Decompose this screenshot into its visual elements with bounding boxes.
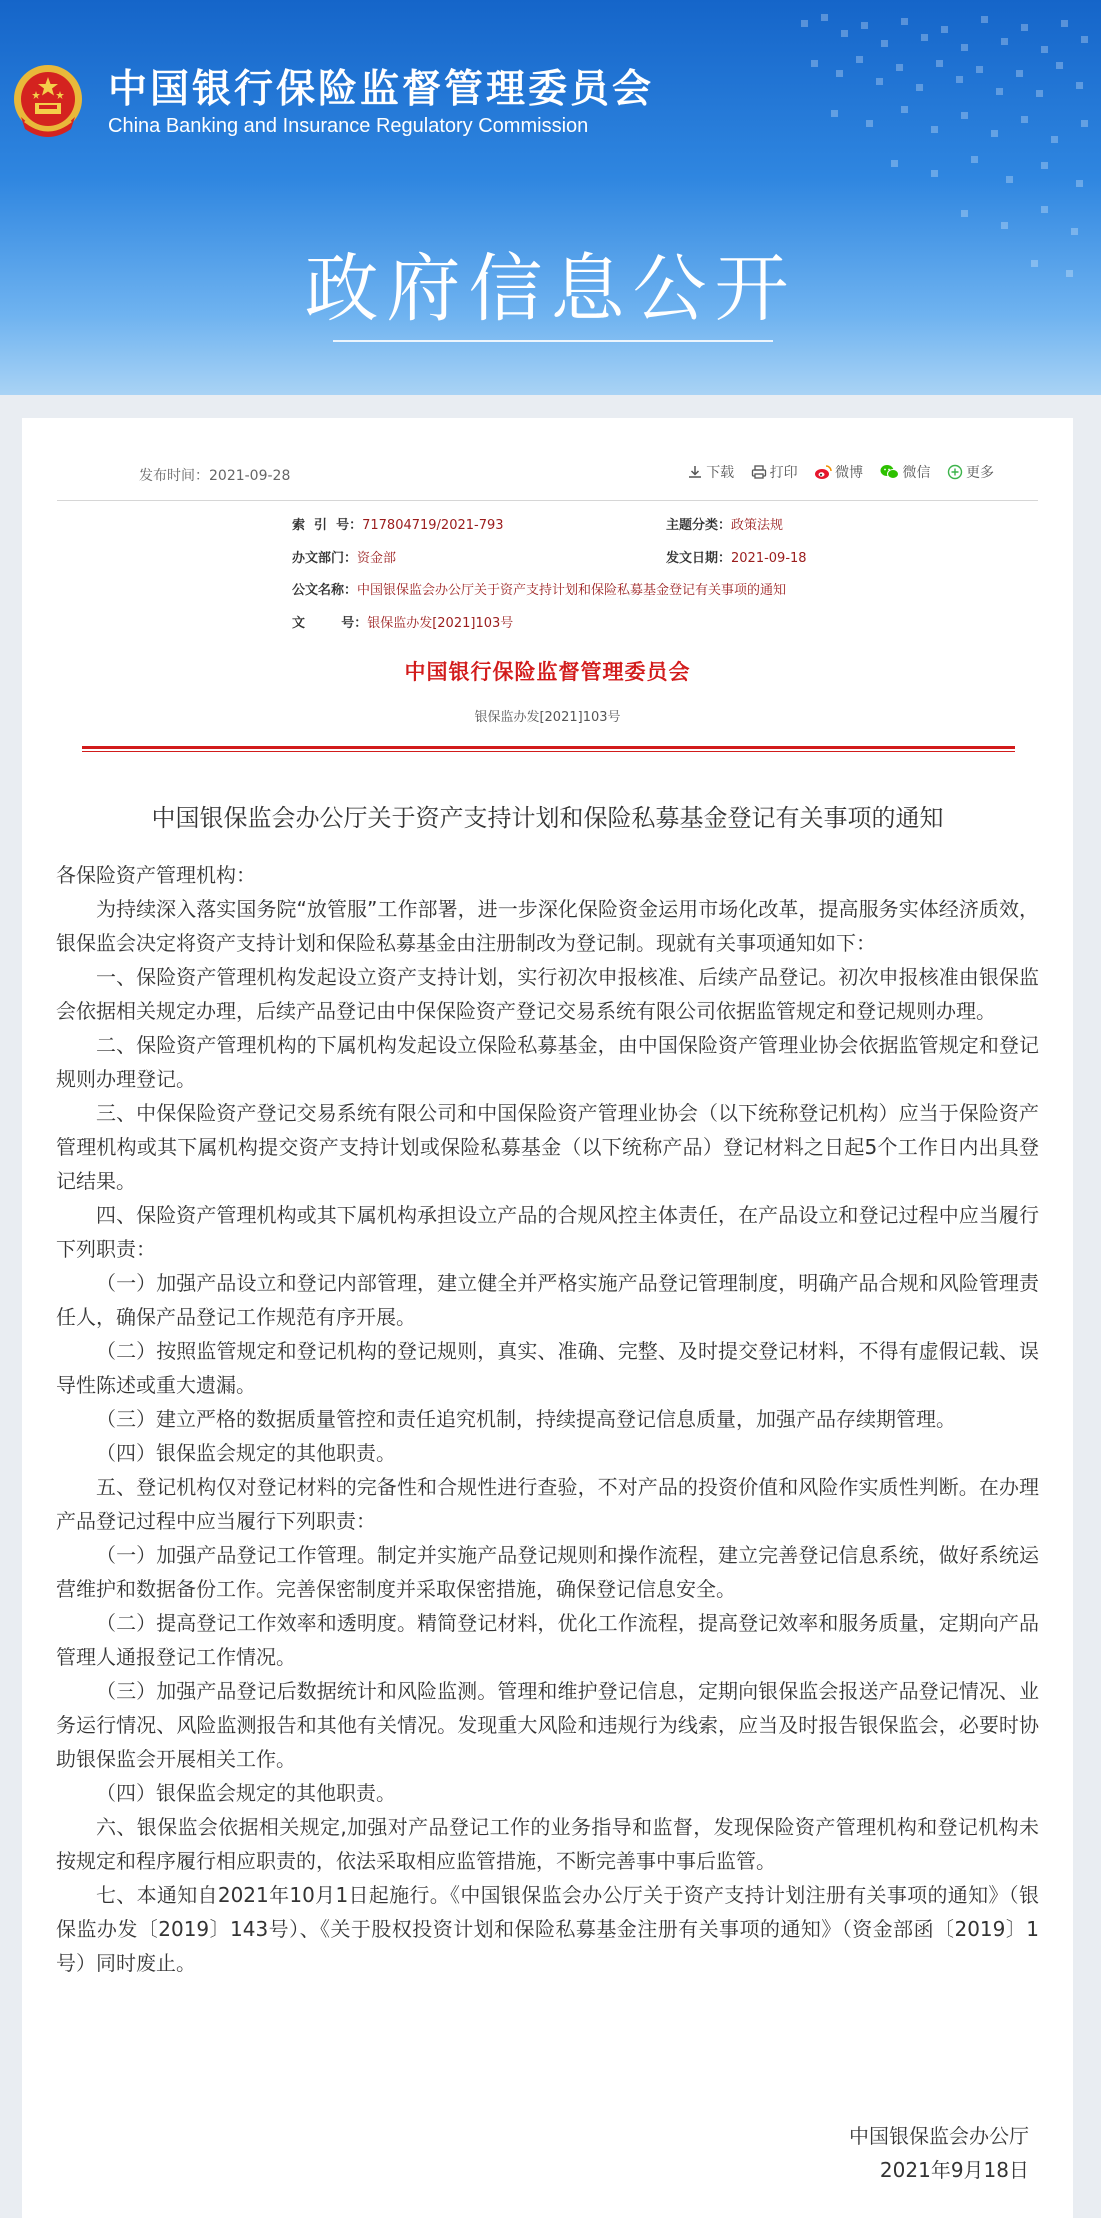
department-label: 办文部门： <box>292 551 358 566</box>
document-number-value: 银保监办发[2021]103号 <box>367 616 514 631</box>
site-banner <box>0 0 1101 395</box>
paragraph: （二）按照监管规定和登记机构的登记规则，真实、准确、完整、及时提交登记材料，不得有虚假记载、误导性陈述或重大遗漏。 <box>56 1339 1039 1397</box>
paragraph: 七、本通知自2021年10月1日起施行。《中国银保监会办公厅关于资产支持计划注册有关事项的通知》（银保监办发〔2019〕143号）、《关于股权投资计划和保险私募基金注册有关事项的通知》（资金部函〔2019〕1号）同时废止。 <box>56 1883 1039 1975</box>
index-number-value: 717804719/2021-793 <box>362 518 504 533</box>
section-title: 政府信息公开 <box>304 246 797 332</box>
paragraph: 六、银保监会依据相关规定,加强对产品登记工作的业务指导和监督，发现保险资产管理机构和登记机构未按规定和程序履行相应职责的，依法采取相应监管措施，不断完善事中事后监管。 <box>56 1815 1039 1873</box>
publish-date <box>139 465 290 485</box>
topic-row <box>666 514 783 533</box>
paragraph: 一、保险资产管理机构发起设立资产支持计划，实行初次申报核准、后续产品登记。初次申报核准由银保监会依据相关规定办理，后续产品登记由中保保险资产登记交易系统有限公司依据监管规定和登记规则办理。 <box>56 965 1039 1023</box>
paragraph: （一）加强产品登记工作管理。制定并实施产品登记规则和操作流程，建立完善登记信息系统，做好系统运营维护和数据备份工作。完善保密制度并采取保密措施，确保登记信息安全。 <box>56 1543 1039 1601</box>
more-label: 更多 <box>966 465 994 481</box>
issue-date-row <box>666 547 807 566</box>
sign-date: 2021年9月18日 <box>879 2158 1029 2182</box>
department-row <box>292 547 396 566</box>
document-name-label: 公文名称： <box>292 583 358 598</box>
index-number-label: 索 引 号： <box>292 518 363 533</box>
weibo-share-button[interactable] <box>814 462 863 482</box>
document-number-label: 文 号： <box>292 616 368 631</box>
topic-value: 政策法规 <box>731 518 784 533</box>
weibo-icon <box>814 464 832 480</box>
national-emblem-icon <box>9 61 87 143</box>
paragraph: （四）银保监会规定的其他职责。 <box>96 1781 396 1805</box>
more-share-button[interactable] <box>947 462 994 482</box>
meta-bar <box>57 440 1038 501</box>
index-number-row <box>292 514 504 533</box>
publish-date-label: 发布时间： <box>139 468 209 484</box>
issue-date-label: 发文日期： <box>666 551 732 566</box>
wechat-label: 微信 <box>902 465 931 481</box>
publish-date-value: 2021-09-28 <box>209 468 291 484</box>
topic-label: 主题分类： <box>666 518 732 533</box>
paragraph: 五、登记机构仅对登记材料的完备性和合规性进行查验，不对产品的投资价值和风险作实质性判断。在办理产品登记过程中应当履行下列职责： <box>56 1475 1039 1533</box>
document-number: 银保监办发[2021]103号 <box>474 710 621 725</box>
paragraph: （一）加强产品设立和登记内部管理，建立健全并严格实施产品登记管理制度，明确产品合规和风险管理责任人，确保产品登记工作规范有序开展。 <box>56 1271 1039 1329</box>
salutation: 各保险资产管理机构： <box>56 863 256 887</box>
signer: 中国银保监会办公厅 <box>849 2124 1029 2148</box>
document-number-row <box>292 612 513 631</box>
download-label: 下载 <box>706 465 735 481</box>
document-name-row <box>292 579 786 598</box>
issue-date-value: 2021-09-18 <box>731 551 807 566</box>
print-icon <box>751 464 767 480</box>
wechat-icon <box>880 464 900 480</box>
paragraph: （三）建立严格的数据质量管控和责任追究机制，持续提高登记信息质量，加强产品存续期管理。 <box>96 1407 956 1431</box>
org-name-chinese: 中国银行保险监督管理委员会 <box>108 67 655 112</box>
red-divider-thin <box>82 751 1015 752</box>
print-label: 打印 <box>769 465 798 481</box>
weibo-label: 微博 <box>835 465 864 481</box>
red-divider-thick <box>82 746 1015 749</box>
issuer-heading: 中国银行保险监督管理委员会 <box>404 660 691 684</box>
download-icon <box>687 464 703 480</box>
paragraph: 三、中保保险资产登记交易系统有限公司和中国保险资产管理业协会（以下统称登记机构）应当于保险资产管理机构或其下属机构提交资产支持计划或保险私募基金（以下统称产品）登记材料之日起5个工作日内出具登记结果。 <box>56 1101 1039 1193</box>
download-button[interactable] <box>687 462 734 482</box>
org-name-english: China Banking and Insurance Regulatory Commission <box>108 115 589 137</box>
paragraph: （三）加强产品登记后数据统计和风险监测。管理和维护登记信息，定期向银保监会报送产品登记情况、业务运行情况、风险监测报告和其他有关情况。发现重大风险和违规行为线索，应当及时报告银保监会，必要时协助银保监会开展相关工作。 <box>56 1679 1039 1771</box>
document-title: 中国银保监会办公厅关于资产支持计划和保险私募基金登记有关事项的通知 <box>151 804 944 832</box>
content-card <box>22 418 1073 2218</box>
paragraph: 四、保险资产管理机构或其下属机构承担设立产品的合规风控主体责任，在产品设立和登记过程中应当履行下列职责： <box>56 1203 1039 1261</box>
document-name-value: 中国银保监会办公厅关于资产支持计划和保险私募基金登记有关事项的通知 <box>357 583 787 598</box>
share-toolbar <box>675 462 994 482</box>
paragraph: （二）提高登记工作效率和透明度。精简登记材料，优化工作流程，提高登记效率和服务质量，定期向产品管理人通报登记工作情况。 <box>56 1611 1039 1669</box>
plus-circle-icon <box>947 464 963 480</box>
wechat-share-button[interactable] <box>880 462 931 482</box>
title-divider <box>333 340 773 342</box>
print-button[interactable] <box>751 462 798 482</box>
paragraph: 为持续深入落实国务院“放管服”工作部署，进一步深化保险资金运用市场化改革，提高服务实体经济质效，银保监会决定将资产支持计划和保险私募基金由注册制改为登记制。现就有关事项通知如下： <box>56 897 1039 955</box>
department-value: 资金部 <box>357 551 397 566</box>
paragraph: 二、保险资产管理机构的下属机构发起设立保险私募基金，由中国保险资产管理业协会依据监管规定和登记规则办理登记。 <box>56 1033 1039 1091</box>
document-body <box>56 858 1039 1980</box>
paragraph: （四）银保监会规定的其他职责。 <box>96 1441 396 1465</box>
